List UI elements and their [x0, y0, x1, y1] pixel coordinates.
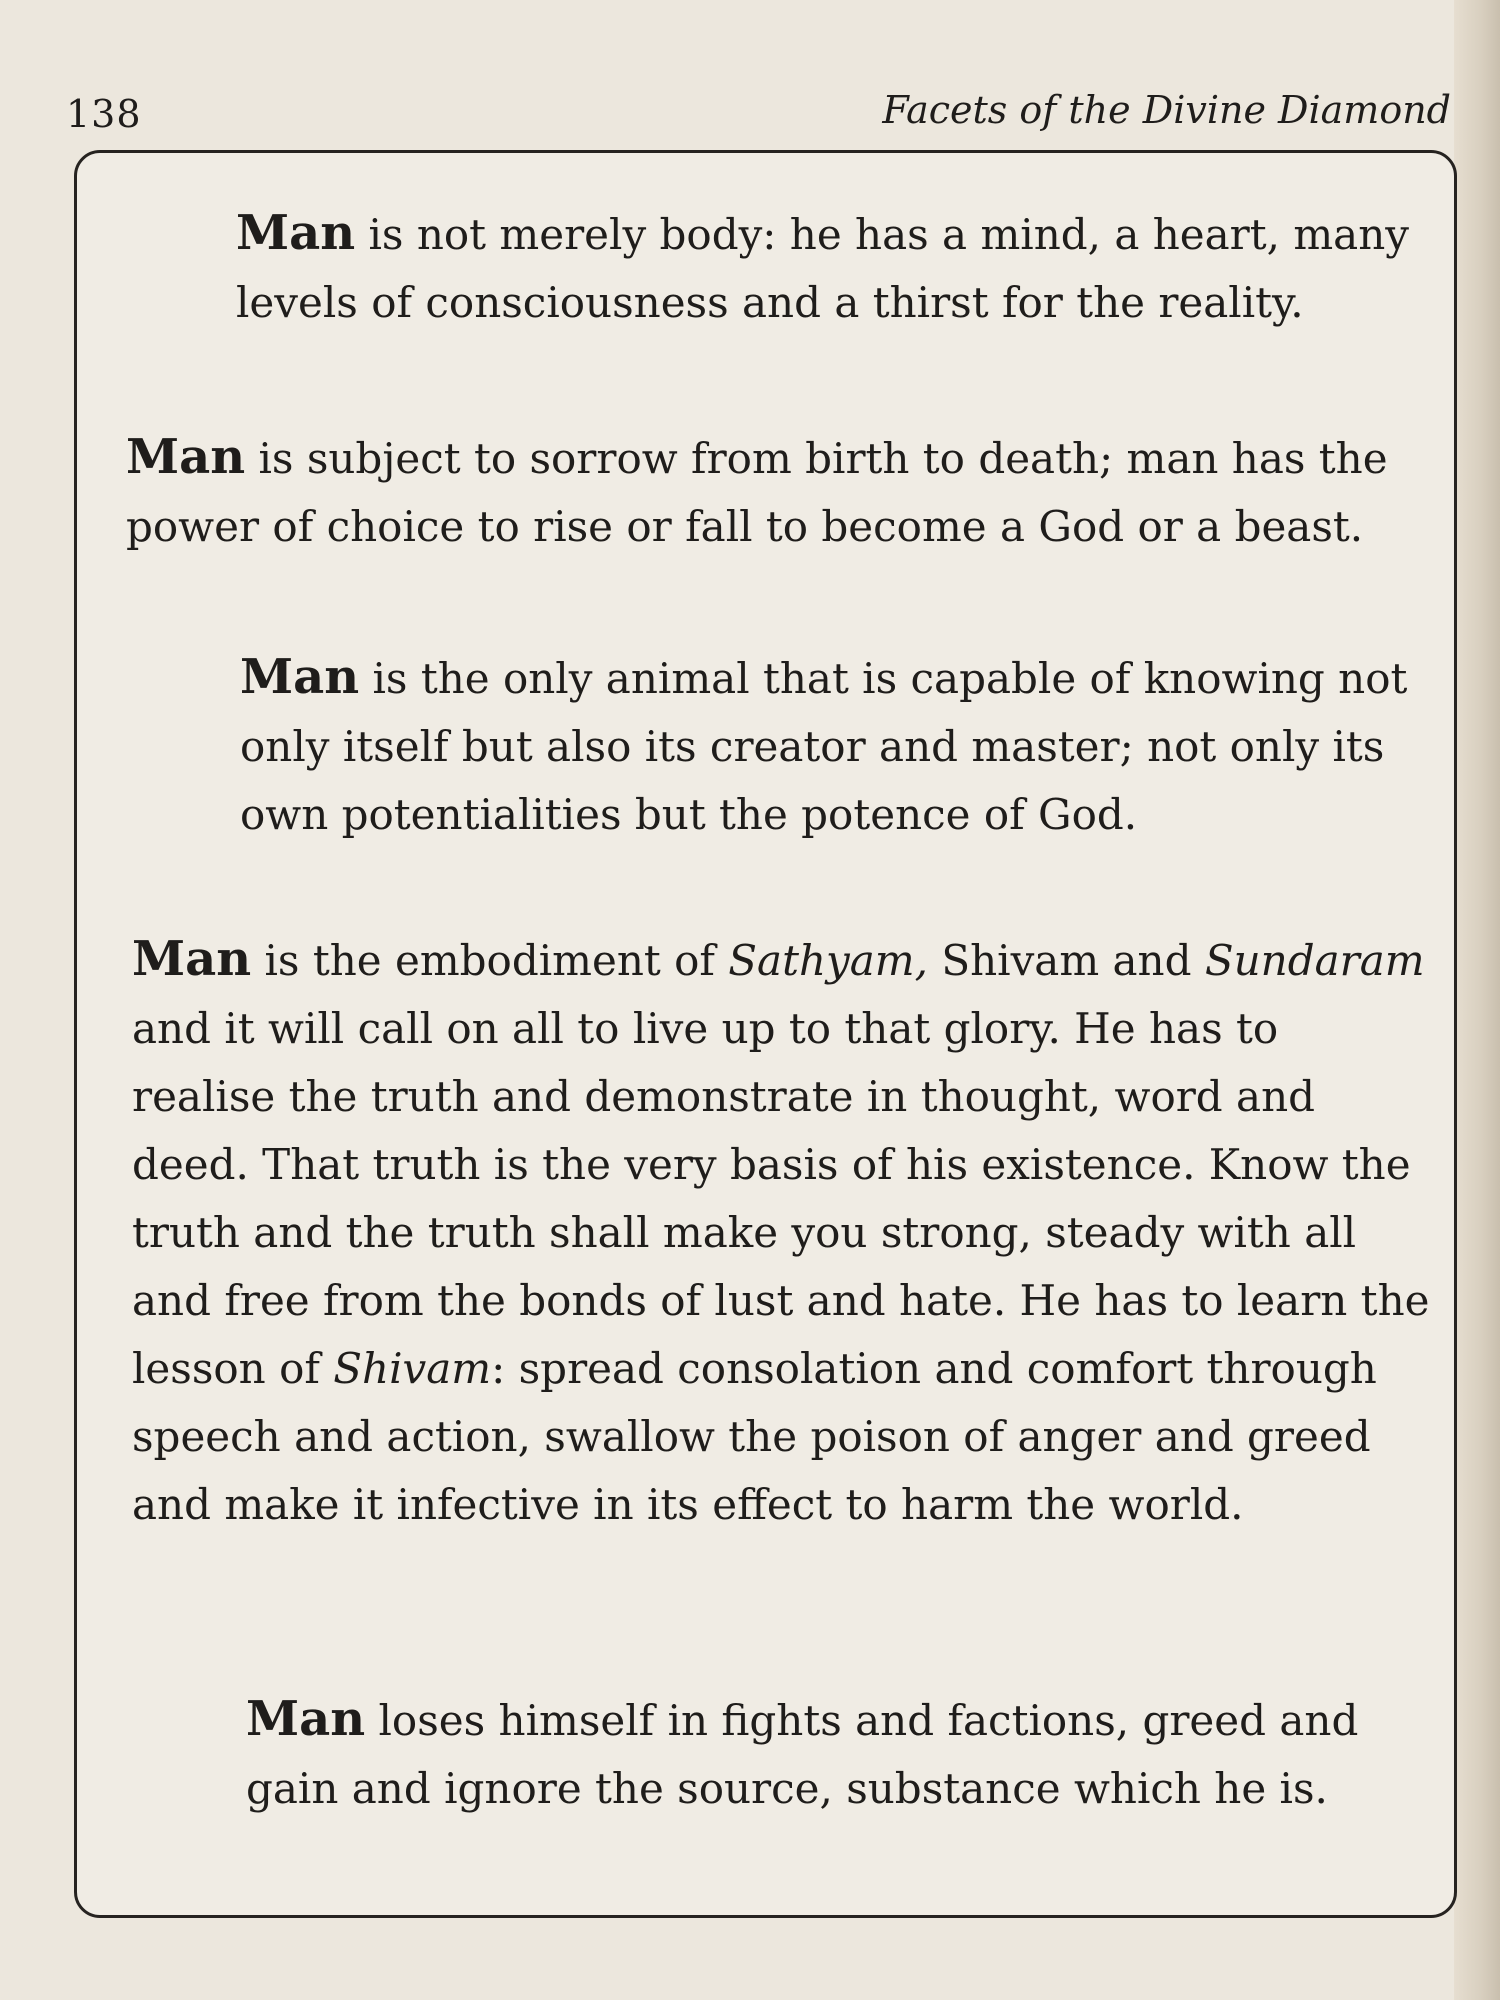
lead-word: Man	[126, 429, 246, 485]
paragraph-2	[126, 423, 1426, 561]
page-edge-shadow	[1454, 0, 1500, 2000]
paragraph-text: is subject to sorrow from birth to death; man has the power of choice to rise or fall to become a God or a beast.	[126, 434, 1388, 551]
lead-word: Man	[240, 649, 360, 705]
lead-word: Man	[132, 931, 252, 987]
paragraph-text: is the only animal that is capable of knowing not only itself but also its creator and master; not only its own potentialities but the potence of God.	[240, 654, 1408, 839]
italic-term-shivam: Shivam	[333, 1344, 492, 1393]
running-title: Facets of the Divine Diamond	[882, 88, 1451, 132]
page-number: 138	[66, 92, 142, 136]
italic-term-sundaram: Sundaram	[1204, 936, 1425, 985]
lead-word: Man	[246, 1691, 366, 1747]
paragraph-1	[236, 199, 1416, 337]
italic-term-sathyam: Sathyam,	[728, 936, 928, 985]
paragraph-text: is not merely body: he has a mind, a heart, many levels of consciousness and a thirst for the reality.	[236, 210, 1409, 327]
paragraph-3	[240, 643, 1420, 849]
paragraph-text: and it will call on all to live up to that glory. He has to realise the truth and demonstrate in thought, word and deed. That truth is the very basis of his existence. Know the truth and the truth shall make you strong, steady with all and free from the bonds of lust and hate. He has to learn the lesson of	[132, 1004, 1430, 1393]
paragraph-4	[132, 925, 1432, 1539]
page-header	[66, 88, 1451, 148]
lead-word: Man	[236, 205, 356, 261]
paragraph-text: loses himself in fights and factions, greed and gain and ignore the source, substance which he is.	[246, 1696, 1359, 1813]
paragraph-text: : spread consolation and comfort through speech and action, swallow the poison of anger and greed and make it infective in its effect to harm the world.	[132, 1344, 1377, 1529]
paragraph-text: Shivam and	[927, 936, 1205, 985]
paragraph-text: is the embodiment of	[251, 936, 729, 985]
paragraph-5	[246, 1685, 1416, 1823]
